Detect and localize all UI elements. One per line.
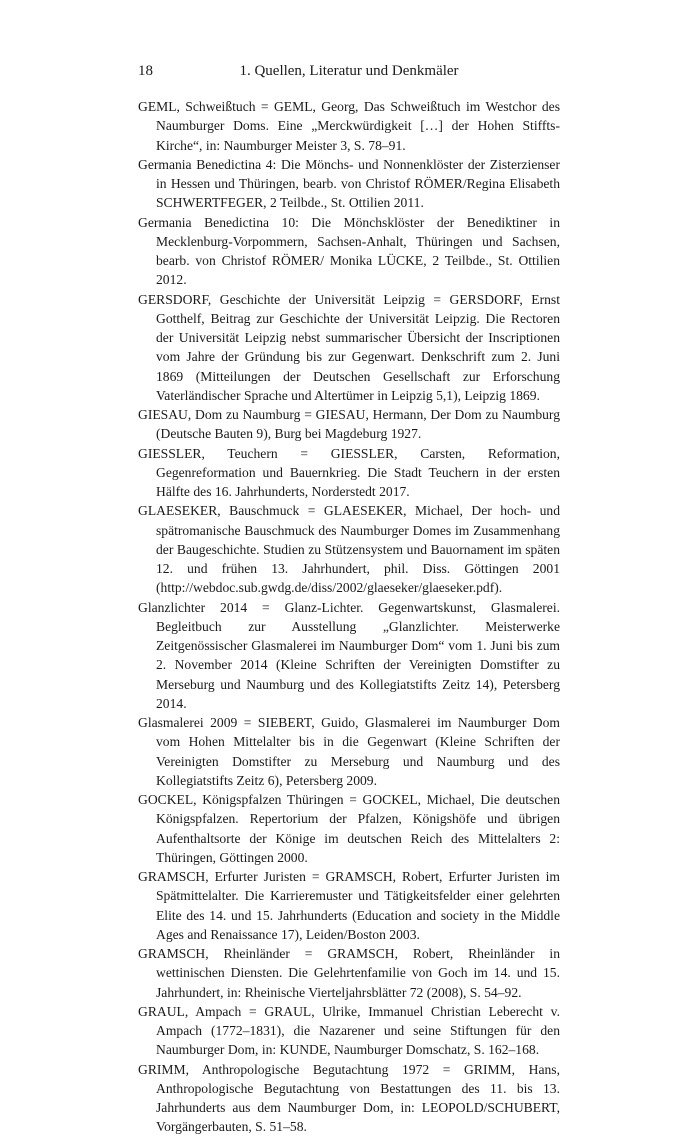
bibliography-entry: GRAMSCH, Rheinländer = GRAMSCH, Robert, Rheinländer in wettinischen Diensten. Die Gelehrtenfamilie von Goch im 14. und 15. Jahrhundert, in: Rheinische Vierteljahrsblätter 72 (2008), S. 54–92.	[138, 946, 560, 1000]
bibliography-entry: GIESSLER, Teuchern = GIESSLER, Carsten, Reformation, Gegenreformation und Bauernkrieg. Die Stadt Teuchern in der ersten Hälfte des 16. Jahrhunderts, Norderstedt 2017.	[138, 445, 560, 499]
bibliography-entry: GEML, Schweißtuch = GEML, Georg, Das Schweißtuch im Westchor des Naumburger Doms. Eine „Merckwürdigkeit […] der Hohen Stiffts-Kirche“, in: Naumburger Meister 3, S. 78–91.	[138, 99, 560, 153]
bibliography-entry: GRAMSCH, Erfurter Juristen = GRAMSCH, Robert, Erfurter Juristen im Spätmittelalter. Die Karrieremuster und Tätigkeitsfelder einer gelehrten Elite des 14. und 15. Jahrhunderts (Education and society in the Middle Ages and Renaissance 17), Leiden/Boston 2003.	[138, 869, 560, 942]
bibliography-entry: Germania Benedictina 4: Die Mönchs- und Nonnenklöster der Zisterzienser in Hessen und Thüringen, bearb. von Christof RÖMER/Regina Elisabeth SCHWERTFEGER, 2 Teilbde., St. Ottilien 2011.	[138, 156, 560, 211]
bibliography-entry: GLAESEKER, Bauschmuck = GLAESEKER, Michael, Der hoch- und spätromanische Bauschmuck des Naumburger Domes im Zusammenhang der Baugeschichte. Studien zu Stützensystem und Bauornament im späten 12. und frühen 13. Jahrhundert, phil. Diss. Göttingen 2001 (http://webdoc.sub.gwdg.de/diss/2002/glaeseker/glaeseker.pdf).	[138, 503, 560, 596]
page-header	[138, 60, 560, 82]
bibliography-entry: GRIMM, Anthropologische Begutachtung 1972 = GRIMM, Hans, Anthropologische Begutachtung von Bestattungen des 11. bis 13. Jahrhunderts aus dem Naumburger Dom, in: LEOPOLD/SCHUBERT, Vorgängerbauten, S. 51–58.	[138, 1061, 560, 1135]
page-number: 18	[138, 63, 153, 79]
bibliography-entry: GIESAU, Dom zu Naumburg = GIESAU, Hermann, Der Dom zu Naumburg (Deutsche Bauten 9), Burg bei Magdeburg 1927.	[138, 407, 560, 442]
bibliography-entry: Glasmalerei 2009 = SIEBERT, Guido, Glasmalerei im Naumburger Dom vom Hohen Mittelalter bis in die Gegenwart (Kleine Schriften der Vereinigten Domstifter zu Merseburg und Naumburg und des Kollegiatstifts Zeitz 6), Petersberg 2009.	[138, 715, 560, 788]
bibliography-list	[138, 97, 560, 1137]
bibliography-entry: GOCKEL, Königspfalzen Thüringen = GOCKEL, Michael, Die deutschen Königspfalzen. Repertorium der Pfalzen, Königshöfe und übrigen Aufenthaltsorte der Könige im deutschen Reich des Mittelalters 2: Thüringen, Göttingen 2000.	[138, 792, 560, 865]
bibliography-entry: Germania Benedictina 10: Die Mönchsklöster der Benediktiner in Mecklenburg-Vorpommern, Sachsen-Anhalt, Thüringen und Sachsen, bearb. von Christof RÖMER/ Monika LÜCKE, 2 Teilbde., St. Ottilien 2012.	[138, 214, 560, 288]
bibliography-entry: GRAUL, Ampach = GRAUL, Ulrike, Immanuel Christian Leberecht v. Ampach (1772–1831), die Nazarener und seine Stiftungen für den Naumburger Dom, in: KUNDE, Naumburger Domschatz, S. 162–168.	[138, 1003, 560, 1058]
bibliography-entry: GERSDORF, Geschichte der Universität Leipzig = GERSDORF, Ernst Gotthelf, Beitrag zur Geschichte der Universität Leipzig. Die Rectoren der Universität Leipzig nebst summarischer Übersicht der Inscriptionen vom Jahre der Gründung bis zur Gegenwart. Denkschrift zum 2. Juni 1869 (Mitteilungen der Deutschen Gesellschaft zur Erforschung Vaterländischer Sprache und Altertümer in Leipzig 5,1), Leipzig 1869.	[138, 291, 560, 403]
bibliography-entry: Glanzlichter 2014 = Glanz-Lichter. Gegenwartskunst, Glasmalerei. Begleitbuch zur Ausstellung „Glanzlichter. Meisterwerke Zeitgenössischer Glasmalerei im Naumburger Dom“ vom 1. Juni bis zum 2. November 2014 (Kleine Schriften der Vereinigten Domstifter zu Merseburg und Naumburg und des Kollegiatstifts Zeitz 14), Petersberg 2014.	[138, 599, 560, 711]
running-head: 1. Quellen, Literatur und Denkmäler	[239, 63, 459, 79]
